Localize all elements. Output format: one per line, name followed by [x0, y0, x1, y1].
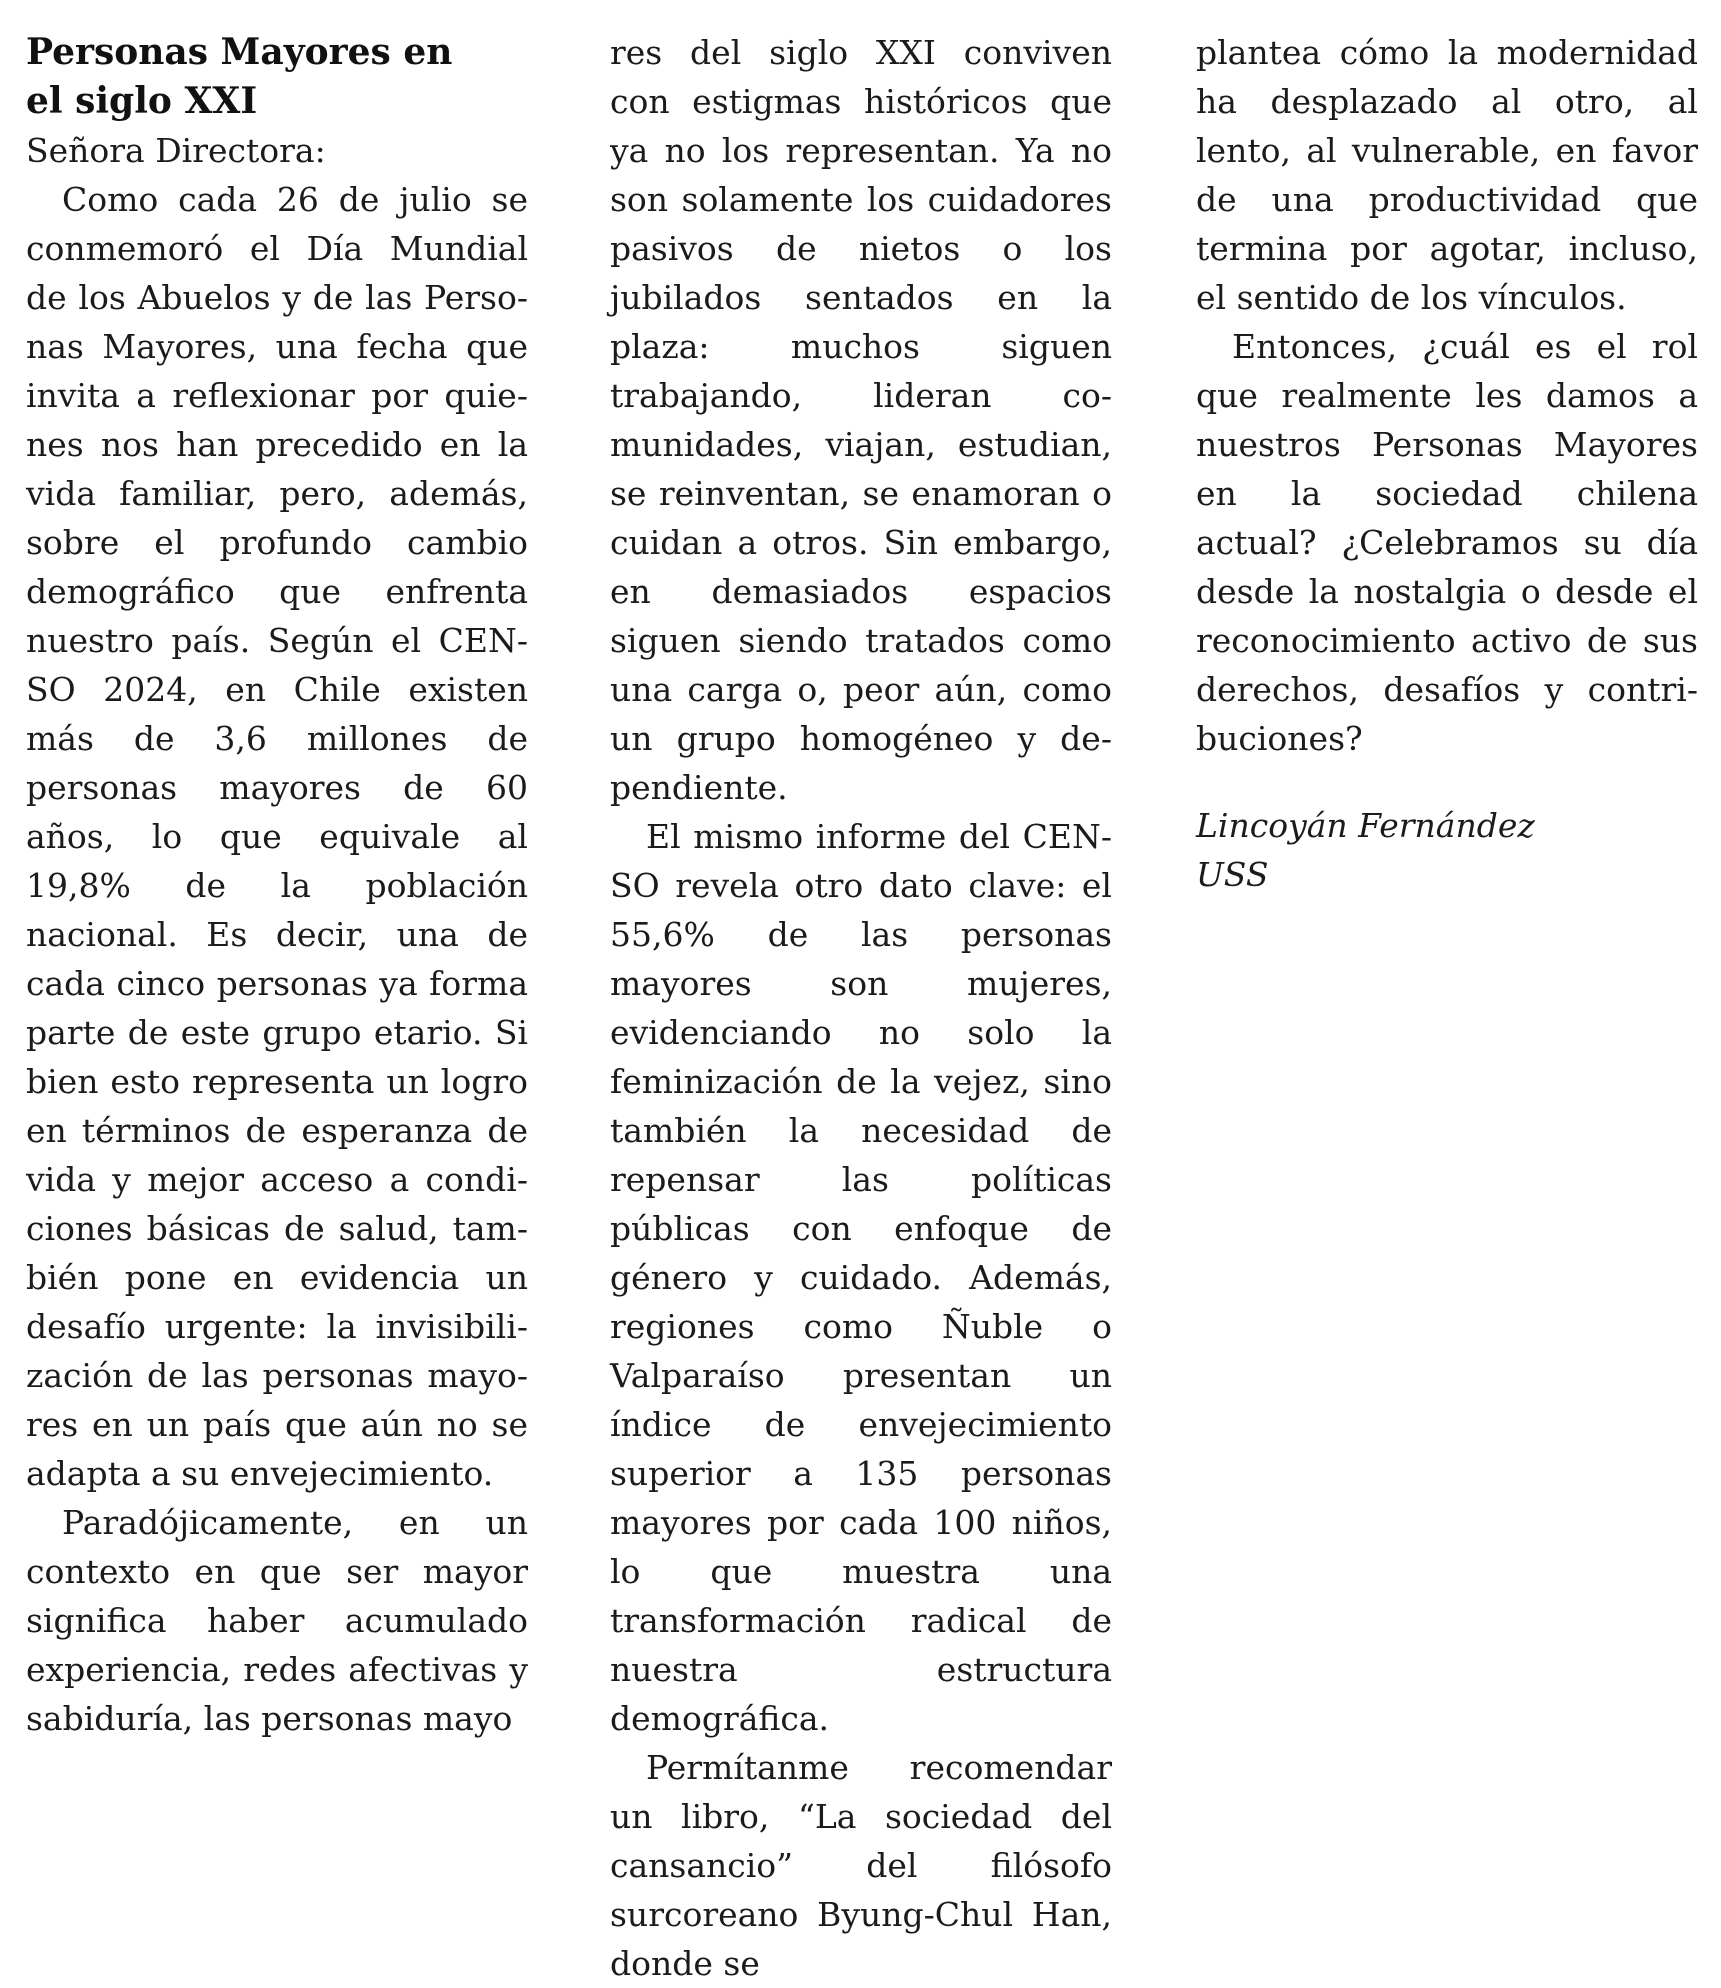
column-2	[610, 28, 1112, 1988]
signature	[1196, 801, 1698, 899]
signature-affiliation: USS	[1196, 855, 1269, 894]
body-paragraph-continued: res del siglo XXI conviven con estigmas históricos que ya no los representan. Ya no son solamente los cuidadores pasivos de nietos o los jubilados sentados en la plaza: muchos siguen trabajando, lideran comunidades, viajan, estudian, se reinventan, se enamoran o cuidan a otros. Sin embargo, en demasiados espacios siguen siendo tratados como una carga o, peor aún, como un grupo homogéneo y dependiente.	[610, 33, 1112, 807]
column-1	[26, 28, 528, 1743]
body-paragraph: Como cada 26 de julio se conmemoró el Día Mundial de los Abuelos y de las Personas Mayores, una fecha que invita a reflexionar por quienes nos han precedido en la vida familiar, pero, además, sobre el profundo cambio demográfico que enfrenta nuestro país. Según el CENSO 2024, en Chile existen más de 3,6 millones de personas mayores de 60 años, lo que equivale al 19,8% de la población nacional. Es decir, una de cada cinco personas ya forma parte de este grupo etario. Si bien esto representa un logro en términos de esperanza de vida y mejor acceso a condiciones básicas de salud, también pone en evidencia un desafío urgente: la invisibilización de las personas mayores en un país que aún no se adapta a su envejecimiento.	[26, 180, 528, 1493]
column-3	[1196, 28, 1698, 899]
letter-headline: Personas Mayores en el siglo XXI	[26, 31, 453, 122]
body-paragraph: El mismo informe del CENSO revela otro dato clave: el 55,6% de las personas mayores son mujeres, evidenciando no solo la feminización de la vejez, sino también la necesidad de repensar las políticas públicas con enfoque de género y cuidado. Además, regiones como Ñuble o Valparaíso presentan un índice de envejecimiento superior a 135 personas mayores por cada 100 niños, lo que muestra una transformación radical de nuestra estructura demográfica.	[610, 817, 1112, 1738]
body-paragraph: Permítanme recomendar un libro, “La sociedad del cansancio” del filósofo surcoreano Byung-Chul Han, donde se	[610, 1748, 1112, 1983]
body-paragraph-continued: plantea cómo la modernidad ha desplazado al otro, al lento, al vulnerable, en favor de una productividad que termina por agotar, incluso, el sentido de los vínculos.	[1196, 33, 1698, 317]
salutation: Señora Directora:	[26, 131, 326, 170]
signature-name: Lincoyán Fernández	[1196, 806, 1535, 845]
body-paragraph: Entonces, ¿cuál es el rol que realmente les damos a nuestros Personas Mayores en la sociedad chilena actual? ¿Celebramos su día desde la nostalgia o desde el reconocimiento activo de sus derechos, desafíos y contribuciones?	[1196, 327, 1698, 758]
body-paragraph: Paradójicamente, en un contexto en que ser mayor significa haber acumulado experiencia, redes afectivas y sabiduría, las personas mayo	[26, 1503, 528, 1738]
